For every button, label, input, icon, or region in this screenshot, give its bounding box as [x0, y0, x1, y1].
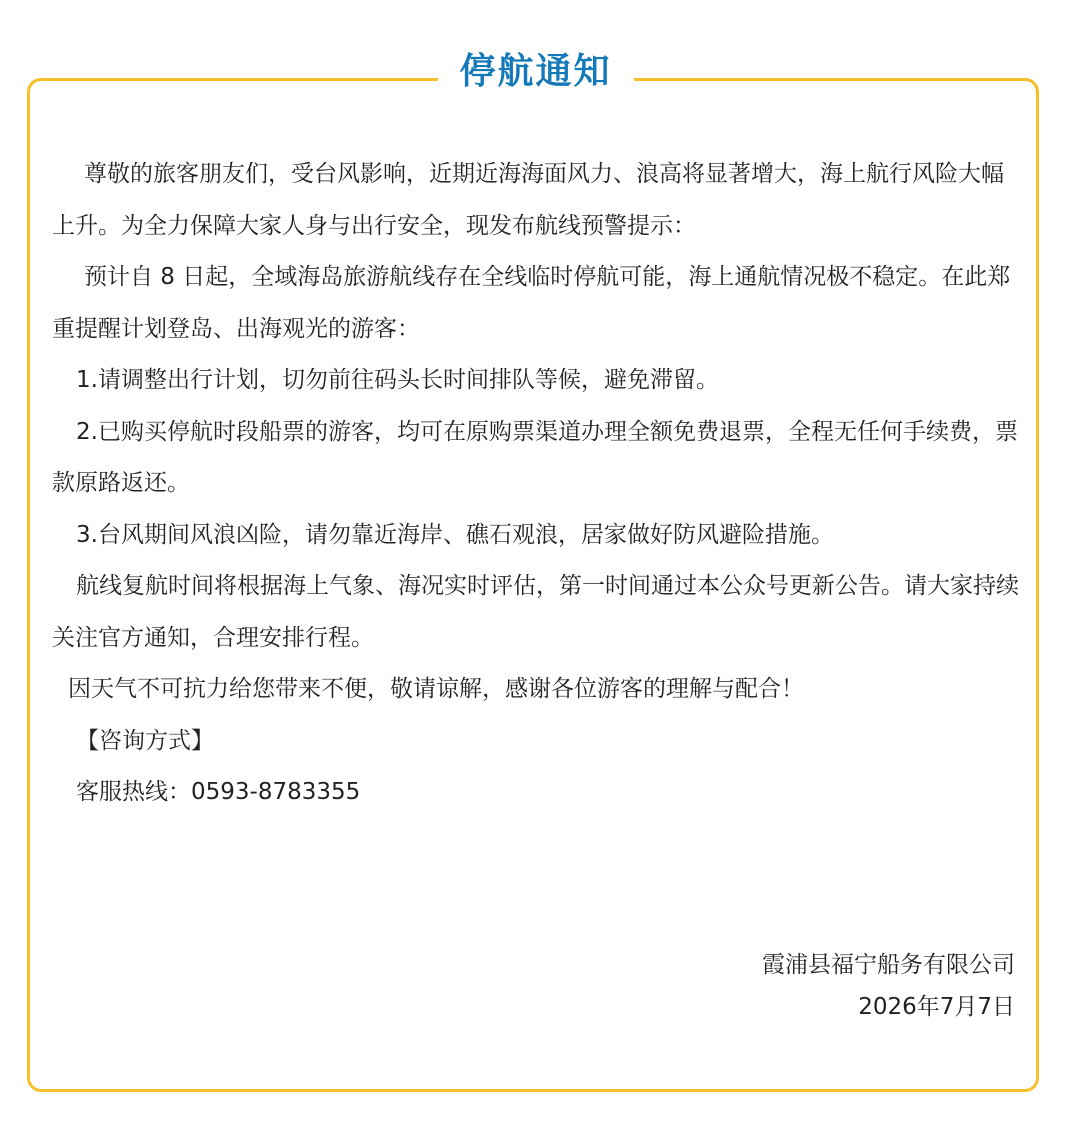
- consult-heading: 【咨询方式】: [76, 727, 214, 754]
- reminder-item-1: 1.请调整出行计划，切勿前往码头长时间排队等候，避免滞留。: [76, 367, 719, 393]
- notice-body: [52, 149, 1022, 819]
- apology-paragraph: 因天气不可抗力给您带来不便，敬请谅解，感谢各位游客的理解与配合！: [68, 676, 804, 702]
- reminder-item-2: 2.已购买停航时段船票的游客，均可在原购票渠道办理全额免费退票，全程无任何手续费，票款原路返还。: [52, 418, 1018, 496]
- greeting-paragraph: 尊敬的旅客朋友们，受台风影响，近期近海海面风力、浪高将显著增大，海上航行风险大幅上升。为全力保障大家人身与出行安全，现发布航线预警提示：: [52, 161, 1004, 239]
- signature: [762, 944, 1015, 1028]
- resume-paragraph: 航线复航时间将根据海上气象、海况实时评估，第一时间通过本公众号更新公告。请大家持续关注官方通知，合理安排行程。: [52, 573, 1019, 651]
- notice-date: 2026年7月7日: [858, 994, 1015, 1020]
- notice-title: 停航通知: [437, 44, 633, 100]
- suspension-paragraph: 预计自 8 日起，全域海岛旅游航线存在全线临时停航可能，海上通航情况极不稳定。在此郑重提醒计划登岛、出海观光的游客：: [52, 264, 1011, 342]
- reminder-item-3: 3.台风期间风浪凶险，请勿靠近海岸、礁石观浪，居家做好防风避险措施。: [76, 521, 834, 548]
- company-name: 霞浦县福宁船务有限公司: [762, 952, 1015, 978]
- hotline-text: 客服热线：0593-8783355: [76, 779, 361, 805]
